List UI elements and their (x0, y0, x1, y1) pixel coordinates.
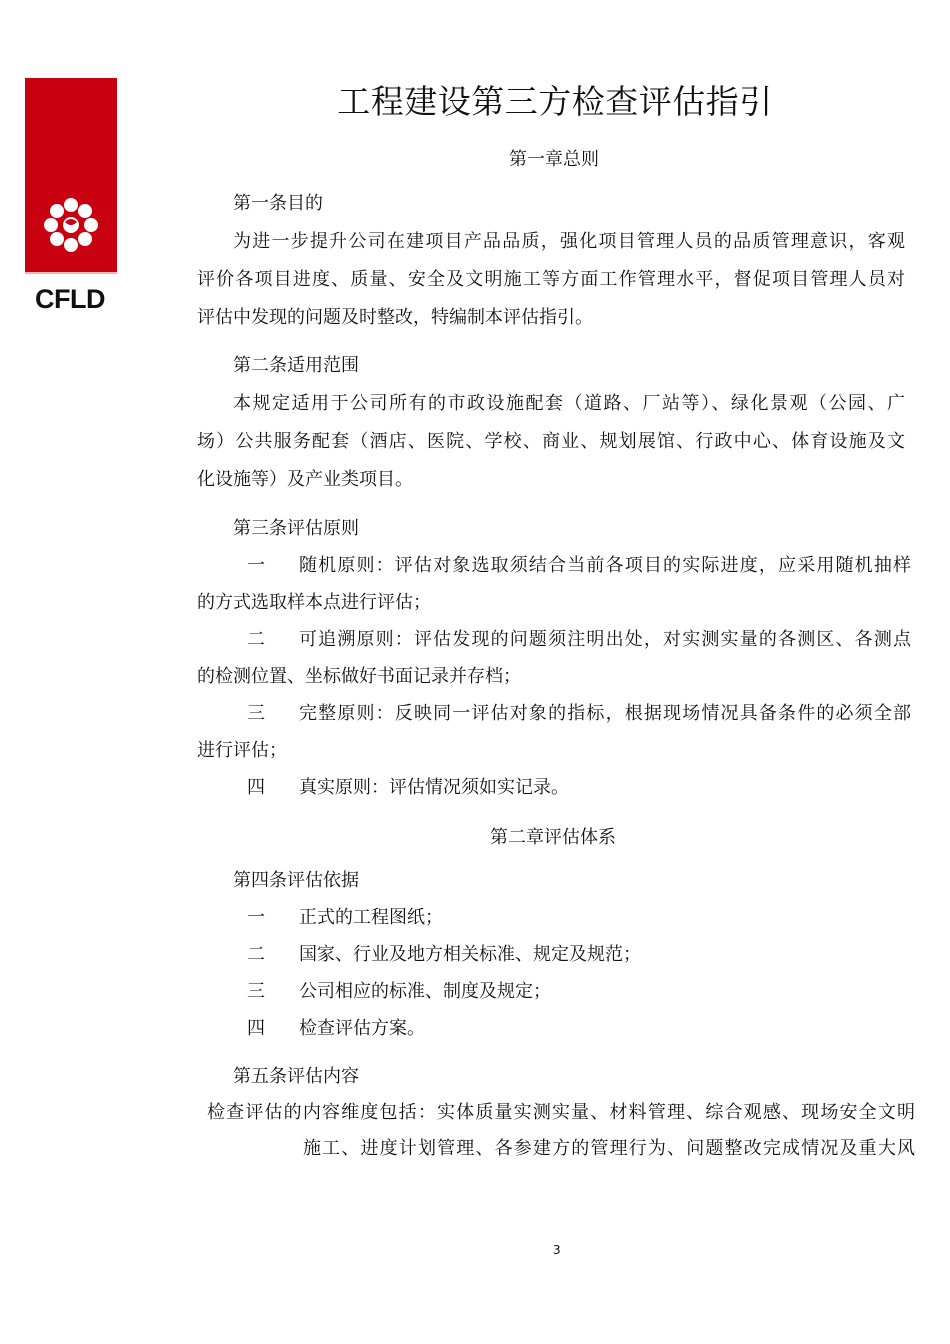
basis-item-3: 公司相应的标准、制度及规定； (299, 981, 551, 1002)
chapter-heading-2: 第二章评估体系 (490, 827, 616, 848)
article-5-line-1: 检查评估的内容维度包括：实体质量实测实量、材料管理、综合观感、现场安全文明 (207, 1102, 915, 1123)
basis-item-4: 检查评估方案。 (299, 1018, 425, 1039)
article-1-line-2: 评价各项目进度、质量、安全及文明施工等方面工作管理水平，督促项目管理人员对 (197, 269, 905, 290)
principle-number-1: 一 (247, 555, 265, 576)
article-1-line-3: 评估中发现的问题及时整改，特编制本评估指引。 (197, 307, 593, 328)
article-2-line-2: 场）公共服务配套（酒店、医院、学校、商业、规划展馆、行政中心、体育设施及文 (197, 431, 905, 452)
basis-number-2: 二 (247, 944, 265, 965)
principle-2-line-1: 可追溯原则：评估发现的问题须注明出处，对实测实量的各测区、各测点 (299, 629, 911, 650)
article-2-line-1: 本规定适用于公司所有的市政设施配套（道路、厂站等）、绿化景观（公园、广 (233, 393, 905, 414)
principle-1-line-1: 随机原则：评估对象选取须结合当前各项目的实际进度，应采用随机抽样 (299, 555, 911, 576)
principle-1-line-2: 的方式选取样本点进行评估； (197, 592, 431, 613)
company-logo (25, 78, 117, 272)
principle-number-3: 三 (247, 703, 265, 724)
principle-3-line-2: 进行评估； (197, 740, 287, 761)
article-heading-4: 第四条评估依据 (233, 870, 359, 891)
basis-number-1: 一 (247, 907, 265, 928)
article-1-line-1: 为进一步提升公司在建项目产品品质，强化项目管理人员的品质管理意识，客观 (233, 231, 905, 252)
principle-number-2: 二 (247, 629, 265, 650)
basis-number-3: 三 (247, 981, 265, 1002)
logo-text: CFLD (35, 284, 105, 314)
basis-item-2: 国家、行业及地方相关标准、规定及规范； (299, 944, 641, 965)
page-number: 3 (553, 1243, 561, 1257)
principle-2-line-2: 的检测位置、坐标做好书面记录并存档； (197, 666, 521, 687)
article-heading-5: 第五条评估内容 (233, 1066, 359, 1087)
article-5-line-2: 施工、进度计划管理、各参建方的管理行为、问题整改完成情况及重大风 (303, 1138, 915, 1159)
logo-underline (25, 272, 117, 274)
principle-number-4: 四 (247, 777, 265, 798)
principle-4-line-1: 真实原则：评估情况须如实记录。 (299, 777, 569, 798)
basis-item-1: 正式的工程图纸； (299, 907, 443, 928)
principle-3-line-1: 完整原则：反映同一评估对象的指标，根据现场情况具备条件的必须全部 (299, 703, 911, 724)
document-title: 工程建设第三方检查评估指引 (337, 82, 773, 121)
article-heading-2: 第二条适用范围 (233, 355, 359, 376)
chapter-heading-1: 第一章总则 (509, 149, 599, 170)
article-2-line-3: 化设施等）及产业类项目。 (197, 469, 413, 490)
basis-number-4: 四 (247, 1018, 265, 1039)
flower-logo-icon (25, 78, 117, 272)
article-heading-3: 第三条评估原则 (233, 518, 359, 539)
article-heading-1: 第一条目的 (233, 193, 323, 214)
